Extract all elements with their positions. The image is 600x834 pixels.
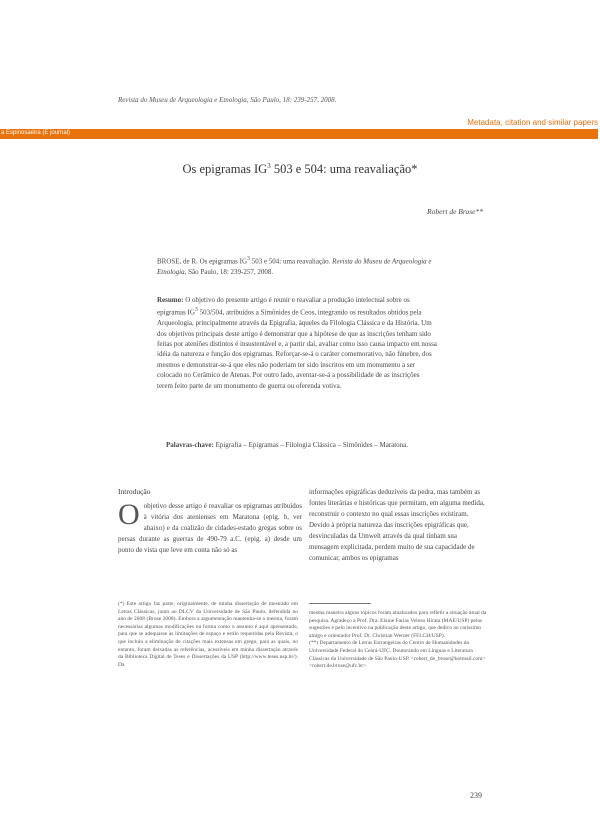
body-text-left: objetivo desse artigo é reavaliar os epigramas atribuídos à vitória dos atenienses em Maratona (epig. b, ver abaixo) e da coalizão de cidades-estado gregas sobre os persas durante as guerras de 490-79 a.C. (epig. a) desde um ponto de vista que leve em conta não só as [118, 502, 302, 554]
source-banner-text: a Espinosaeira (E journal) [1, 130, 71, 136]
section-heading: Introdução [118, 487, 151, 496]
citation-tail: , São Paulo, 18: 239-257, 2008. [184, 268, 274, 277]
abstract-text-b: 503/504, atribuídos a Simônides de Ceos, integrando os resultados obtidos pela Arqueologia, principalmente através da Epigrafia, àqueles da Filologia Clássica e da História. Um dos objetivos principais deste artigo é demonstrar que a hipótese de que as inscrições tenham sido feitas por ateniões distintos é insustentável e, a partir daí, avaliar como isso causa impacto em nossa idéia da natureza e função dos epigramas. Reforçar-se-á o caráter comemorativo, não fúnebre, dos mesmos e demonstrar-se-á que eles não poderiam ter sido inscritos em um monumento a ser colocado no Cerâmico de Atenas. Por outro lado, aventar-se-á a possibilidade de as inscrições terem feito parte de um monumento de guerra ou oferenda votiva. [157, 308, 437, 390]
footnote-divider [309, 603, 371, 604]
footnote-right-part2: (**) Departamento de Letras Estrangeiras do Centro de Humanidades da Universidade Federal do Ceará-UFC. Doutorando em Línguas e Literatura Clássicas da Universidade de São Paulo-USP. <robert_de_brose@hotmail.com> <robert.de.brose@ufc.br> [309, 640, 486, 670]
keywords [166, 441, 456, 449]
citation-lead: BROSE, de R. Os epigramas IG [157, 257, 248, 266]
body-column-right: informações epigráficas deduzíveis da pedra, mas também as fontes literárias e históricas que permitam, em alguma medida, reconstruir o contexto no qual essas inscrições existiram. Devido à própria natureza das inscrições epigráficas que, desvinculadas da Umwelt através da qual tinham sua mensagem explicitada, perdem muito de sua capacidade de comunicar, ambos os epigramas [309, 488, 485, 562]
source-banner [0, 129, 598, 139]
body-column-left [118, 498, 302, 556]
article-title [0, 162, 600, 177]
page-number: 239 [470, 791, 482, 800]
citation-superscript: 3 [247, 256, 250, 262]
drop-cap: O [118, 498, 140, 531]
citation-mid: 503 e 504: uma reavaliação. [249, 257, 333, 266]
citation [157, 254, 437, 278]
footnote-right-part1: mesma maneira alguns tópicos foram atualizados para refletir a situação atual da pesquisa. Agradeço a Prof. Dra. Elaine Farias Veloso Hirata (MAE/USP) pelas sugestões e pelo incentivo na publicação deste artigo, que dedico ao caríssimo amigo e orientador Prof. Dr. Christian Werner (FFLCH/USP). [309, 610, 487, 639]
title-superscript: 3 [267, 162, 271, 170]
keywords-text: Epigrafia – Epigramas – Filologia Clássica – Simônides – Maratona. [213, 441, 409, 449]
journal-reference: Revista do Museu de Arqueologia e Etnologia, São Paulo, 18: 239-257, 2008. [118, 96, 337, 104]
title-text-rest: 503 e 504: uma reavaliação* [270, 162, 418, 177]
keywords-label: Palavras-chave: [166, 441, 214, 449]
abstract [157, 295, 437, 391]
author-name: Robert de Brose** [427, 207, 483, 216]
metadata-link[interactable]: Metadata, citation and similar papers [467, 118, 598, 127]
abstract-superscript: 3 [194, 307, 198, 314]
citation-journal: Revista do Museu de Arqueologia e Etnologia [157, 257, 432, 277]
abstract-text-a: O objetivo do presente artigo é reunir e reavaliar a produção intelectual sobre os epigramas IG [157, 296, 410, 317]
footnote-right [309, 610, 489, 671]
abstract-label: Resumo: [157, 296, 184, 304]
footnote-left: (*) Este artigo faz parte, originalmente, de minha dissertação de mestrado em Letras Clássicas, junto ao DLCV da Universidade de São Paulo, defendida no ano de 2008 (Brose 2008). Embora a argumentação mantenha-se a mesma, foram necessárias algumas modificações na forma como o assunto é aqui apresentado, para que se adequasse às limitações de espaço e estilo requeridas pela Revista, o que incluiu a eliminação de citações mais extensas em grego, para as quais, no entanto, foram deixadas as referências, acessíveis em minha dissertação através da Biblioteca Digital de Teses e Dissertações da USP (http://www.teses.usp.br/). Da [118, 601, 298, 668]
title-text: Os epigramas IG [182, 162, 268, 177]
